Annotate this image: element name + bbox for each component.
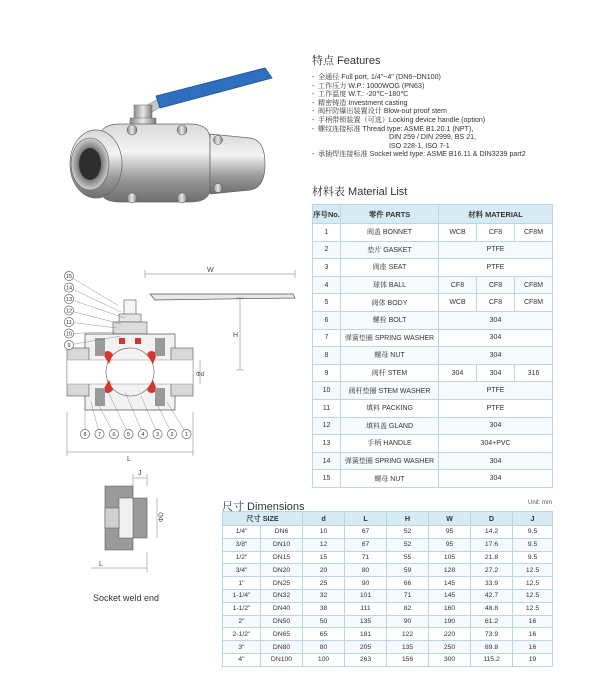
valve-technical-drawing [55,262,305,467]
dimensions-cell: 190 [429,615,471,628]
material-cell: 填料 PACKING [341,399,439,417]
material-cell: 2 [313,241,341,259]
socket-label-l: L [99,561,103,568]
dimensions-row [223,526,553,539]
material-cell: 316 [515,364,553,382]
callout-number: 9 [67,343,71,350]
dimensions-cell: 135 [387,641,429,654]
material-cell: 304 [477,364,515,382]
feature-item: - 螺纹连接标准 Thread type: ASME B1.20.1 (NPT), [312,125,584,134]
dimensions-cell: DN50 [261,615,303,628]
dimensions-title: 尺寸 Dimensions [222,501,305,513]
material-cell: 304+PVC [439,435,553,453]
dimensions-cell: 111 [345,602,387,615]
dimensions-cell: 4" [223,653,261,666]
dimensions-cell: 25 [303,577,345,590]
dimensions-cell: 32 [303,589,345,602]
material-cell: 垫片 GASKET [341,241,439,259]
dimensions-cell: 90 [345,577,387,590]
material-header-no: 序号No. [313,205,341,224]
material-row [313,224,553,242]
material-row [313,329,553,347]
feature-item: DIN 259 / DIN 2999, BS 21, [318,133,477,142]
material-cell: CF8 [439,276,477,294]
material-cell: 阀杆 STEM [341,364,439,382]
material-cell: 304 [439,329,553,347]
features-list [312,73,584,159]
callout-number: 4 [141,432,145,439]
material-cell: 304 [439,311,553,329]
callout-number: 10 [65,331,73,338]
material-row [313,452,553,470]
dimensions-cell: 135 [345,615,387,628]
features-section [312,52,584,159]
dimensions-cell: 48.8 [471,602,513,615]
material-row [313,259,553,277]
dimensions-header: L [345,512,387,526]
feature-item: - 工作压力 W.P.: 1000WOG (PN63) [312,82,584,91]
dimensions-cell: 181 [345,628,387,641]
dim-label-d: Φd [196,372,205,378]
material-cell: 手柄 HANDLE [341,435,439,453]
callout-number: 12 [65,308,73,315]
material-cell: 304 [439,470,553,488]
material-cell: 螺栓 BOLT [341,311,439,329]
dimensions-cell: 3/4" [223,564,261,577]
material-cell: 6 [313,311,341,329]
feature-item: - 手柄带锁装置（可选）Locking device handle (option) [312,116,584,125]
dimensions-cell: DN32 [261,589,303,602]
feature-item: - 工作温度 W.T.: -20℃~180℃ [312,90,584,99]
material-cell: CF8M [515,294,553,312]
material-cell: 阀杆垫圈 STEM WASHER [341,382,439,400]
dimensions-cell: 59 [387,564,429,577]
callout-leader [69,332,115,334]
feature-item: - 承插焊连接标准 Socket weld type: ASME B16.11 & DIN3239 part2 [312,150,584,159]
callout-leader [167,402,187,434]
dimensions-row [223,615,553,628]
feature-item: - 精密铸造 Investment casting [312,99,584,108]
material-cell: 11 [313,399,341,417]
callout-number: 15 [65,274,73,281]
dimensions-cell: 14.2 [471,526,513,539]
dimensions-row [223,653,553,666]
dimensions-cell: 122 [387,628,429,641]
material-row [313,241,553,259]
dimensions-cell: 3" [223,641,261,654]
dimensions-cell: 27.2 [471,564,513,577]
material-cell: 弹簧垫圈 SPRING WASHER [341,452,439,470]
dimensions-cell: 16 [513,628,553,641]
material-cell: 13 [313,435,341,453]
callout-number: 8 [83,432,87,439]
dimensions-cell: 1-1/4" [223,589,261,602]
material-cell: 304 [439,417,553,435]
features-title: 特点 Features [312,55,381,67]
material-cell: 10 [313,382,341,400]
socket-weld-svg [85,468,185,578]
material-row [313,399,553,417]
dimensions-cell: DN10 [261,538,303,551]
dimensions-cell: 89.8 [471,641,513,654]
material-cell: CF8 [477,224,515,242]
socket-weld-caption: Socket weld end [93,593,160,603]
dimensions-cell: 73.9 [471,628,513,641]
valve-photo-svg [60,60,285,215]
dimensions-cell: 21.8 [471,551,513,564]
material-row [313,382,553,400]
material-row [313,347,553,365]
dimensions-row [223,641,553,654]
material-row [313,417,553,435]
dimensions-cell: 12 [303,538,345,551]
dimensions-header: d [303,512,345,526]
material-title: 材料表 Material List [312,186,408,198]
dimensions-cell: 50 [303,615,345,628]
dimensions-cell: 95 [429,538,471,551]
dimensions-cell: 80 [345,564,387,577]
material-cell: PTFE [439,241,553,259]
material-cell: 阀座 SEAT [341,259,439,277]
callout-number: 1 [184,432,189,439]
material-cell: WCB [439,224,477,242]
callout-leader [69,288,121,313]
dimensions-row [223,538,553,551]
dimensions-unit: Unit: mm [528,500,552,506]
dimensions-row [223,577,553,590]
dimensions-cell: 67 [345,526,387,539]
dimensions-cell: 145 [429,589,471,602]
material-header-parts: 零件 PARTS [341,205,439,224]
dimensions-header: J [513,512,553,526]
material-cell: 7 [313,329,341,347]
section-drawing-svg [55,262,305,467]
dimensions-cell: 55 [387,551,429,564]
material-cell: PTFE [439,399,553,417]
dimensions-cell: 16 [513,615,553,628]
dimensions-cell: 12.5 [513,577,553,590]
callout-leader [69,311,121,325]
dimensions-cell: 38 [303,602,345,615]
dimensions-cell: 160 [429,602,471,615]
dimensions-cell: 9.5 [513,526,553,539]
dimensions-cell: 71 [387,589,429,602]
material-list-section [312,183,552,488]
dimensions-cell: 95 [429,526,471,539]
callout-number: 7 [97,432,102,439]
dimensions-cell: 105 [429,551,471,564]
callout-leader [69,322,117,328]
dimensions-row [223,564,553,577]
dimensions-cell: 2-1/2" [223,628,261,641]
dimensions-cell: 42.7 [471,589,513,602]
dimensions-cell: 65 [303,628,345,641]
material-cell: 螺母 NUT [341,347,439,365]
dimensions-cell: 1" [223,577,261,590]
dim-label-h: H [233,332,239,339]
material-cell: 5 [313,294,341,312]
dimensions-cell: 33.9 [471,577,513,590]
dimensions-cell: 12.5 [513,564,553,577]
material-cell: 8 [313,347,341,365]
dimensions-cell: 1/4" [223,526,261,539]
dimensions-cell: 3/8" [223,538,261,551]
socket-weld-drawing [85,468,185,603]
callout-number: 3 [155,432,160,439]
dimensions-cell: 82 [387,602,429,615]
material-row [313,435,553,453]
material-cell: 12 [313,417,341,435]
feature-item: - 阀杆防爆出装置设计 Blow-out proof stem [312,107,584,116]
material-cell: 阀体 BODY [341,294,439,312]
material-cell: 14 [313,452,341,470]
dim-label-w: W [207,267,214,274]
material-cell: CF8 [477,294,515,312]
dimensions-cell: DN20 [261,564,303,577]
material-cell: 15 [313,470,341,488]
dimensions-row [223,628,553,641]
dimensions-table [222,511,553,667]
dimensions-cell: 156 [387,653,429,666]
feature-item: ISO 228-1, ISO 7-1 [318,141,450,150]
callout-number: 6 [112,432,116,439]
dimensions-cell: 20 [303,564,345,577]
material-cell: 304 [439,364,477,382]
material-cell: PTFE [439,382,553,400]
socket-label-d: ΦD [158,512,165,522]
dimensions-header: H [387,512,429,526]
dimensions-cell: DN100 [261,653,303,666]
material-header-material: 材料 MATERIAL [439,205,553,224]
callout-number: 13 [65,297,73,304]
material-cell: CF8M [515,276,553,294]
dimensions-header: 尺寸 SIZE [223,512,303,526]
material-table [312,204,553,488]
dimensions-cell: DN65 [261,628,303,641]
material-cell: 弹簧垫圈 SPRING WASHER [341,329,439,347]
dimensions-cell: 263 [345,653,387,666]
dimensions-cell: DN6 [261,526,303,539]
dimensions-cell: 12.5 [513,602,553,615]
dimensions-cell: 66 [387,577,429,590]
dimensions-cell: 12.5 [513,589,553,602]
dimensions-cell: 52 [387,538,429,551]
dimensions-row [223,602,553,615]
dimensions-cell: 250 [429,641,471,654]
dimensions-cell: 100 [303,653,345,666]
material-cell: 阀盖 BONNET [341,224,439,242]
dimensions-cell: DN80 [261,641,303,654]
dimensions-cell: 90 [387,615,429,628]
dimensions-cell: 52 [387,526,429,539]
material-cell: 3 [313,259,341,277]
dimensions-cell: 9.5 [513,551,553,564]
material-row [313,364,553,382]
dimensions-section [222,497,552,667]
material-row [313,470,553,488]
dimensions-cell: 17.6 [471,538,513,551]
dimensions-cell: 220 [429,628,471,641]
dimensions-cell: 1/2" [223,551,261,564]
material-cell: CF8M [515,224,553,242]
material-cell: 球体 BALL [341,276,439,294]
callout-leader [69,299,125,318]
dimensions-cell: 67 [345,538,387,551]
dimensions-cell: DN15 [261,551,303,564]
material-cell: 304 [439,347,553,365]
dimensions-cell: 205 [345,641,387,654]
dimensions-cell: 71 [345,551,387,564]
callout-number: 11 [66,320,72,327]
dimensions-cell: 145 [429,577,471,590]
dimensions-cell: 61.2 [471,615,513,628]
material-cell: 1 [313,224,341,242]
dimensions-cell: DN40 [261,602,303,615]
dimensions-cell: 16 [513,641,553,654]
material-cell: 4 [313,276,341,294]
dimensions-cell: 115.2 [471,653,513,666]
material-cell: CF8 [477,276,515,294]
valve-photo [60,60,285,215]
dimensions-row [223,589,553,602]
dimensions-cell: 15 [303,551,345,564]
callout-number: 2 [170,432,174,439]
dimensions-header: W [429,512,471,526]
dimensions-cell: 1-1/2" [223,602,261,615]
material-cell: 304 [439,452,553,470]
dimensions-cell: DN25 [261,577,303,590]
material-cell: 9 [313,364,341,382]
socket-label-j: J [138,470,142,477]
callout-number: 14 [65,285,73,292]
dimensions-cell: 80 [303,641,345,654]
dimensions-cell: 101 [345,589,387,602]
material-cell: PTFE [439,259,553,277]
dimensions-cell: 10 [303,526,345,539]
callout-number: 5 [126,432,131,439]
dimensions-cell: 9.5 [513,538,553,551]
dimensions-row [223,551,553,564]
dimensions-cell: 19 [513,653,553,666]
dimensions-header: D [471,512,513,526]
material-row [313,311,553,329]
material-row [313,276,553,294]
dimensions-cell: 128 [429,564,471,577]
dim-label-l: L [127,456,131,463]
material-row [313,294,553,312]
material-cell: 螺母 NUT [341,470,439,488]
feature-item: - 全通径 Full port, 1/4"~4" (DN6~DN100) [312,73,584,82]
dimensions-cell: 2" [223,615,261,628]
dimensions-cell: 300 [429,653,471,666]
material-cell: WCB [439,294,477,312]
material-cell: 填料盖 GLAND [341,417,439,435]
